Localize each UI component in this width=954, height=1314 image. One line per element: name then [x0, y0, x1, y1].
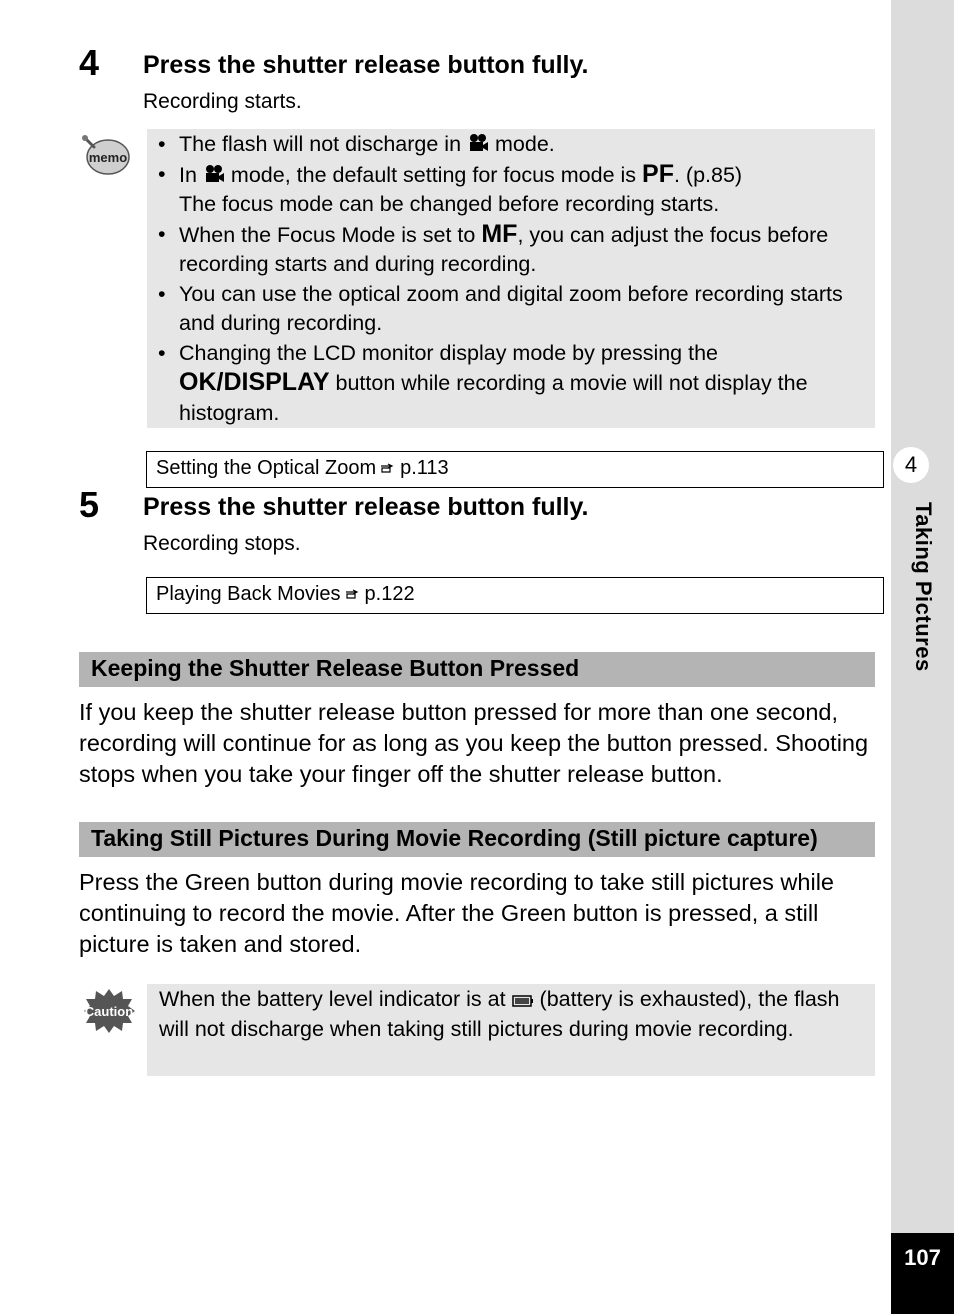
cross-reference-link[interactable]: p.122	[364, 583, 415, 605]
step-number: 4	[79, 42, 100, 83]
step-number: 5	[79, 484, 100, 525]
section-heading: Keeping the Shutter Release Button Pressed	[79, 652, 875, 687]
svg-text:Caution: Caution	[84, 1004, 134, 1019]
section-body: Press the Green button during movie recording to take still pictures while continuing to record the movie. After the Green button is pressed, a still picture is taken and stored.	[79, 869, 834, 957]
pointing-hand-icon	[345, 588, 365, 600]
mf-symbol: MF	[481, 219, 518, 248]
step-title: Press the shutter release button fully.	[143, 51, 589, 79]
memo-list	[158, 130, 870, 428]
battery-empty-icon	[512, 995, 534, 1007]
section-body: If you keep the shutter release button pressed for more than one second, recording will continue for as long as you keep the button pressed. Shooting stops when you take your finger off the shutter release button.	[79, 699, 869, 787]
step-subtitle: Recording starts.	[143, 90, 302, 113]
caution-text: When the battery level indicator is at (battery is exhausted), the flash will not discharge when taking still pictures during movie recording.	[159, 987, 840, 1041]
memo-item: • The flash will not discharge in mode.	[158, 130, 870, 160]
memo-item: • In mode, the default setting for focus mode is PF. (p.85) The focus mode can be changed before recording starts.	[158, 160, 870, 220]
pointing-hand-icon	[380, 462, 400, 474]
chapter-title: Taking Pictures	[911, 502, 936, 672]
cross-reference-box: Playing Back Movies p.122	[146, 577, 884, 614]
chapter-number: 4	[893, 447, 929, 483]
svg-text:memo: memo	[88, 150, 128, 165]
movie-mode-icon	[467, 133, 489, 153]
cross-reference-link[interactable]: p.113	[400, 457, 449, 479]
memo-item: • When the Focus Mode is set to MF, you can adjust the focus before recording starts and during recording.	[158, 220, 870, 280]
cross-reference-box: Setting the Optical Zoom p.113	[146, 451, 884, 488]
memo-icon	[80, 133, 130, 177]
movie-mode-icon	[203, 164, 225, 184]
memo-item: • Changing the LCD monitor display mode by pressing the OK/DISPLAY button while recording a movie will not display the histogram.	[158, 339, 870, 429]
memo-item: • You can use the optical zoom and digital zoom before recording starts and during recording.	[158, 280, 870, 339]
caution-icon	[80, 988, 138, 1034]
section-heading: Taking Still Pictures During Movie Recording (Still picture capture)	[79, 822, 875, 857]
ok-display-symbol: OK/DISPLAY	[179, 368, 330, 396]
pf-symbol: PF	[642, 159, 674, 188]
page-number: 107	[891, 1233, 954, 1314]
step-subtitle: Recording stops.	[143, 532, 301, 555]
step-title: Press the shutter release button fully.	[143, 493, 589, 521]
